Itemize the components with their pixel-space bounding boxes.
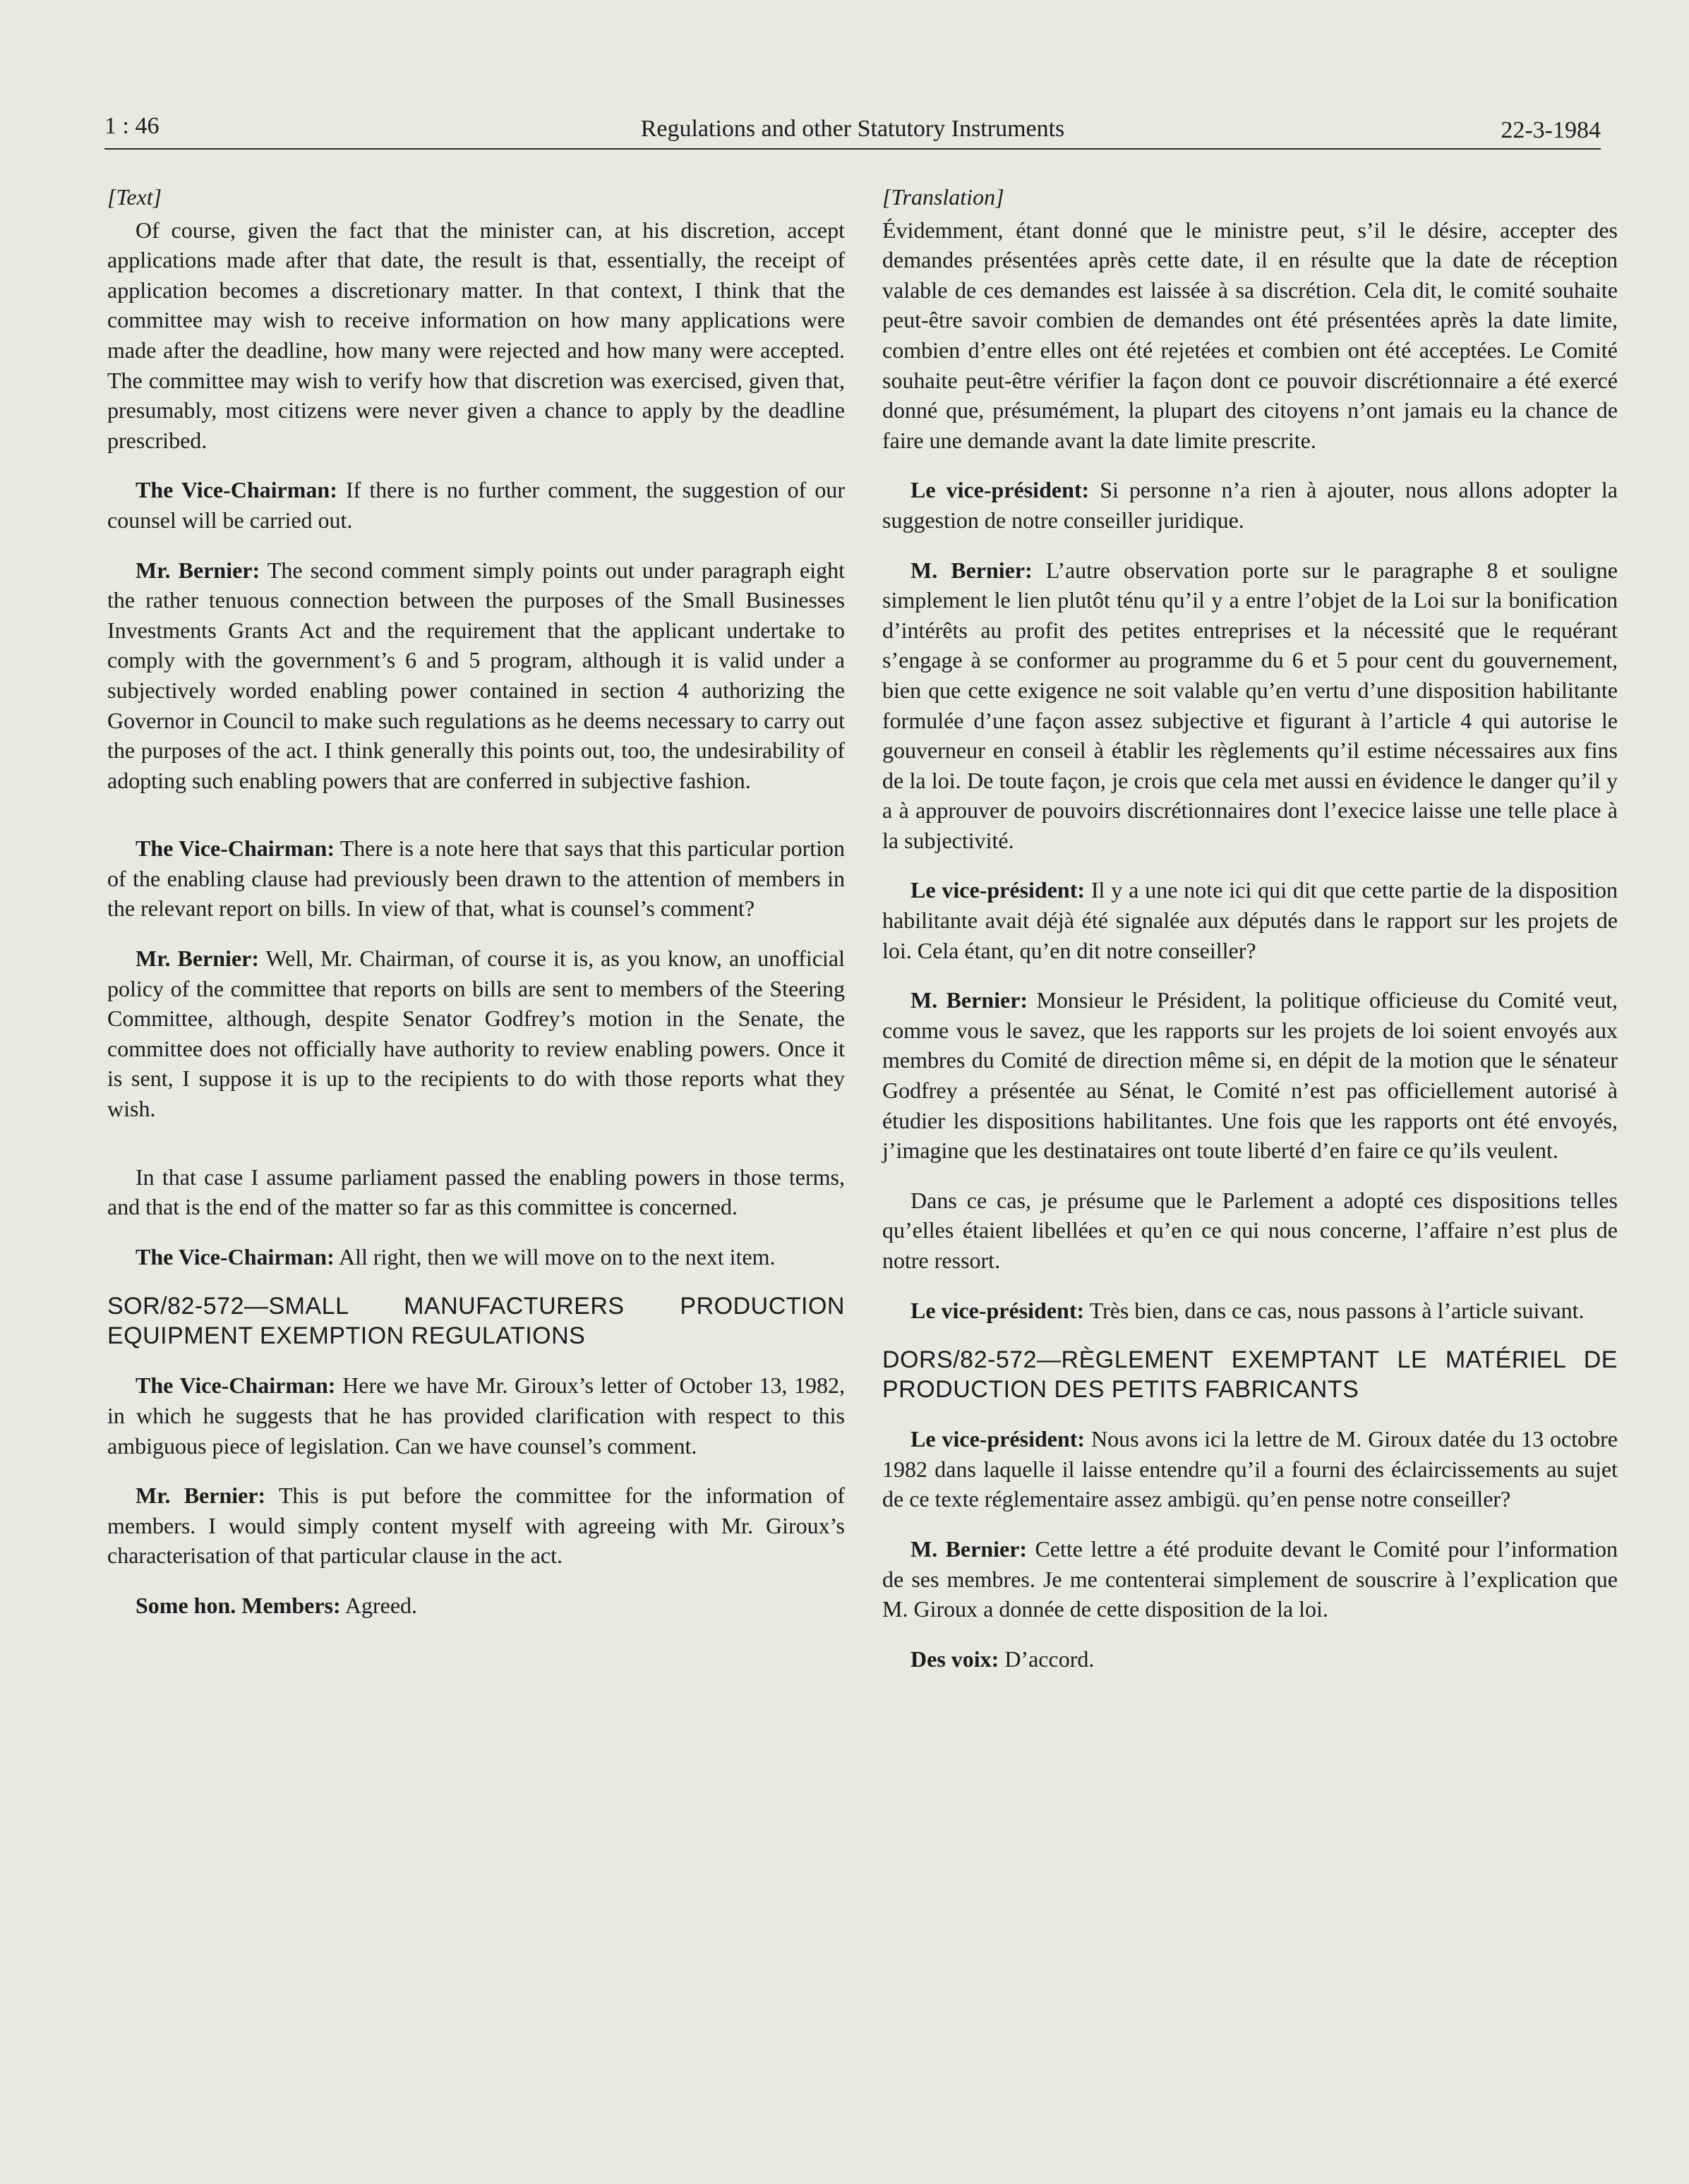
- speaker-name: Mr. Bernier:: [136, 557, 260, 583]
- translation-tag: [Translation]: [882, 184, 1004, 210]
- publication-title: Regulations and other Statutory Instruments: [640, 116, 1065, 142]
- running-header: [104, 111, 1601, 150]
- paragraph: Of course, given the fact that the minister can, at his discretion, accept applications made after that date, the result is that, essentially, the receipt of application becomes a discretionary matter. In that context, I think that the committee may wish to receive information on how many applications were made after the deadline, how many were rejected and how many were accepted. The committee may wish to verify how that discretion was exercised, given that, presumably, most citizens were never given a chance to apply by the deadline prescribed.: [107, 217, 845, 453]
- speech: [882, 1534, 1618, 1624]
- speech: [107, 1370, 845, 1461]
- speech: [107, 475, 845, 535]
- speech: [107, 555, 845, 796]
- speaker-name: Le vice-président:: [910, 1297, 1085, 1323]
- speaker-name: M. Bernier:: [910, 557, 1033, 583]
- speech-text: Nous avons ici la lettre de M. Giroux datée du 13 octobre 1982 dans laquelle il laisse entendre qu’il a fourni des éclaircissements au sujet de ce texte réglementaire assez ambigü. qu’en pense notre conseiller?: [882, 1426, 1618, 1512]
- english-column: [107, 182, 845, 1621]
- speech: [107, 943, 845, 1124]
- speech-text: L’autre observation porte sur le paragraphe 8 et souligne simplement le lien plutôt ténu qu’il y a entre l’objet de la Loi sur la bonification d’intérêts au profit des petites entreprises et la nécessité que le requérant s’engage à se conformer au programme du 6 et 5 pour cent du gouvernement, bien que cette exigence ne soit valable qu’en vertu d’une disposition habilitante formulée d’une façon assez subjective et figurant à l’article 4 qui autorise le gouverneur en conseil à établir les règlements qu’il estime nécessaires aux fins de la loi. De toute façon, je crois que cela met aussi en évidence le danger qu’il y a à approuver de pouvoirs discrétionnaires dont l’execice laisse une telle place à la subjectivité.: [882, 557, 1618, 853]
- speech: [882, 1644, 1618, 1675]
- speech: [882, 1296, 1618, 1326]
- issue-date: 22-3-1984: [1501, 117, 1601, 143]
- speech: [107, 833, 845, 924]
- speaker-name: The Vice-Chairman:: [136, 1372, 336, 1399]
- speech: [107, 1591, 845, 1621]
- speaker-name: Mr. Bernier:: [136, 1483, 266, 1509]
- speech-text: Well, Mr. Chairman, of course it is, as you know, an unofficial policy of the committee that reports on bills are sent to members of the Steering Committee, although, despite Senator Godfrey’s motion in the Senate, the committee does not officially have authority to review enabling powers. Once it is sent, I suppose it is up to the recipients to do with those reports what they wish.: [107, 946, 846, 1122]
- speech-text: This is put before the committee for the information of members. I would simply content myself with agreeing with Mr. Giroux’s characterisation of that particular clause in the act.: [107, 1483, 846, 1569]
- speech-text: All right, then we will move on to the next item.: [334, 1243, 776, 1269]
- speech: [882, 1424, 1618, 1514]
- text-tag: [Text]: [107, 184, 162, 210]
- speech: [107, 1480, 845, 1571]
- section-heading: SOR/82-572—SMALL MANUFACTURERS PRODUCTION EQUIPMENT EXEMPTION REGULATIONS: [107, 1293, 845, 1350]
- speech-text: Here we have Mr. Giroux’s letter of October 13, 1982, in which he suggests that he has provided clarification with respect to this ambiguous piece of legislation. Can we have counsel’s comment.: [107, 1372, 845, 1459]
- speech-text: Il y a une note ici qui dit que cette partie de la disposition habilitante avait déjà été signalée aux députés dans le rapport sur les projets de loi. Cela étant, qu’en dit notre conseiller?: [882, 877, 1618, 963]
- speech-text: Monsieur le Président, la politique officieuse du Comité veut, comme vous le savez, que les rapports sur les projets de loi soient envoyés aux membres du Comité de direction même si, en dépit de la motion que le sénateur Godfrey a présentée au Sénat, le Comité n’est pas officiellement autorisé à étudier les dispositions habilitantes. Une fois que les rapports ont été envoyés, j’imagine que les destinataires ont toute liberté d’en faire ce qu’ils veulent.: [882, 987, 1618, 1164]
- speech: [107, 1242, 845, 1272]
- speech: [882, 875, 1618, 965]
- paragraph: Évidemment, étant donné que le ministre peut, s’il le désire, accepter des demandes présentées après cette date, il en résulte que la date de réception valable de ces demandes est laissée à sa discrétion. Cela dit, le comité souhaite peut-être savoir combien de demandes ont été présentées après la date limite, combien d’entre elles ont été rejetées et combien ont été acceptées. Le Comité souhaite peut-être vérifier la façon dont ce pouvoir discrétionnaire a été exercé donné que, présumément, la plupart des citoyens n’ont jamais eu la chance de faire une demande avant la date limite prescrite.: [882, 217, 1618, 453]
- speech-text: Cette lettre a été produite devant le Comité pour l’information de ses membres. Je me contenterai simplement de souscrire à l’explication que M. Giroux a donnée de cette disposition de la loi.: [882, 1536, 1618, 1622]
- speaker-name: Des voix:: [910, 1646, 999, 1672]
- speech-text: Agreed.: [340, 1592, 418, 1618]
- speech-text: Très bien, dans ce cas, nous passons à l’article suivant.: [1084, 1297, 1585, 1323]
- speech-text: Si personne n’a rien à ajouter, nous allons adopter la suggestion de notre conseiller juridique.: [882, 477, 1618, 533]
- speaker-name: The Vice-Chairman:: [136, 1243, 335, 1269]
- speech-text: D’accord.: [999, 1646, 1095, 1672]
- speech-text: There is a note here that says that this particular portion of the enabling clause had previously been drawn to the attention of members in the relevant report on bills. In view of that, what is counsel’s comment?: [107, 835, 846, 922]
- speech-text: If there is no further comment, the suggestion of our counsel will be carried out.: [107, 477, 845, 533]
- speaker-name: Mr. Bernier:: [136, 946, 260, 972]
- paragraph: In that case I assume parliament passed the enabling powers in those terms, and that is the end of the matter so far as this committee is concerned.: [107, 1164, 845, 1220]
- speaker-name: Le vice-président:: [910, 477, 1090, 503]
- section-heading: DORS/82-572—RÈGLEMENT EXEMPTANT LE MATÉRIEL DE PRODUCTION DES PETITS FABRICANTS: [882, 1346, 1618, 1404]
- french-column: [882, 182, 1618, 1674]
- paragraph: Dans ce cas, je présume que le Parlement a adopté ces dispositions telles qu’elles étaient libellées et qu’en ce qui nous concerne, l’affaire n’est plus de notre ressort.: [882, 1187, 1618, 1273]
- speaker-name: M. Bernier:: [910, 1536, 1028, 1562]
- speaker-name: Some hon. Members:: [136, 1592, 341, 1618]
- speech-text: The second comment simply points out under paragraph eight the rather tenuous connection between the purposes of the Small Businesses Investments Grants Act and the requirement that the applicant undertake to comply with the government’s 6 and 5 program, although it is valid under a subjectively worded enabling power contained in section 4 authorizing the Governor in Council to make such regulations as he deems necessary to carry out the purposes of the act. I think generally this points out, too, the undesirability of adopting such enabling powers that are conferred in subjective fashion.: [107, 557, 846, 793]
- page-number: 1 : 46: [104, 113, 160, 139]
- speech: [882, 475, 1618, 535]
- speaker-name: M. Bernier:: [910, 987, 1028, 1013]
- speaker-name: The Vice-Chairman:: [136, 835, 335, 862]
- speech: [882, 555, 1618, 856]
- speaker-name: Le vice-président:: [910, 1426, 1086, 1452]
- speaker-name: Le vice-président:: [910, 877, 1086, 903]
- speech: [882, 985, 1618, 1166]
- speaker-name: The Vice-Chairman:: [136, 477, 337, 503]
